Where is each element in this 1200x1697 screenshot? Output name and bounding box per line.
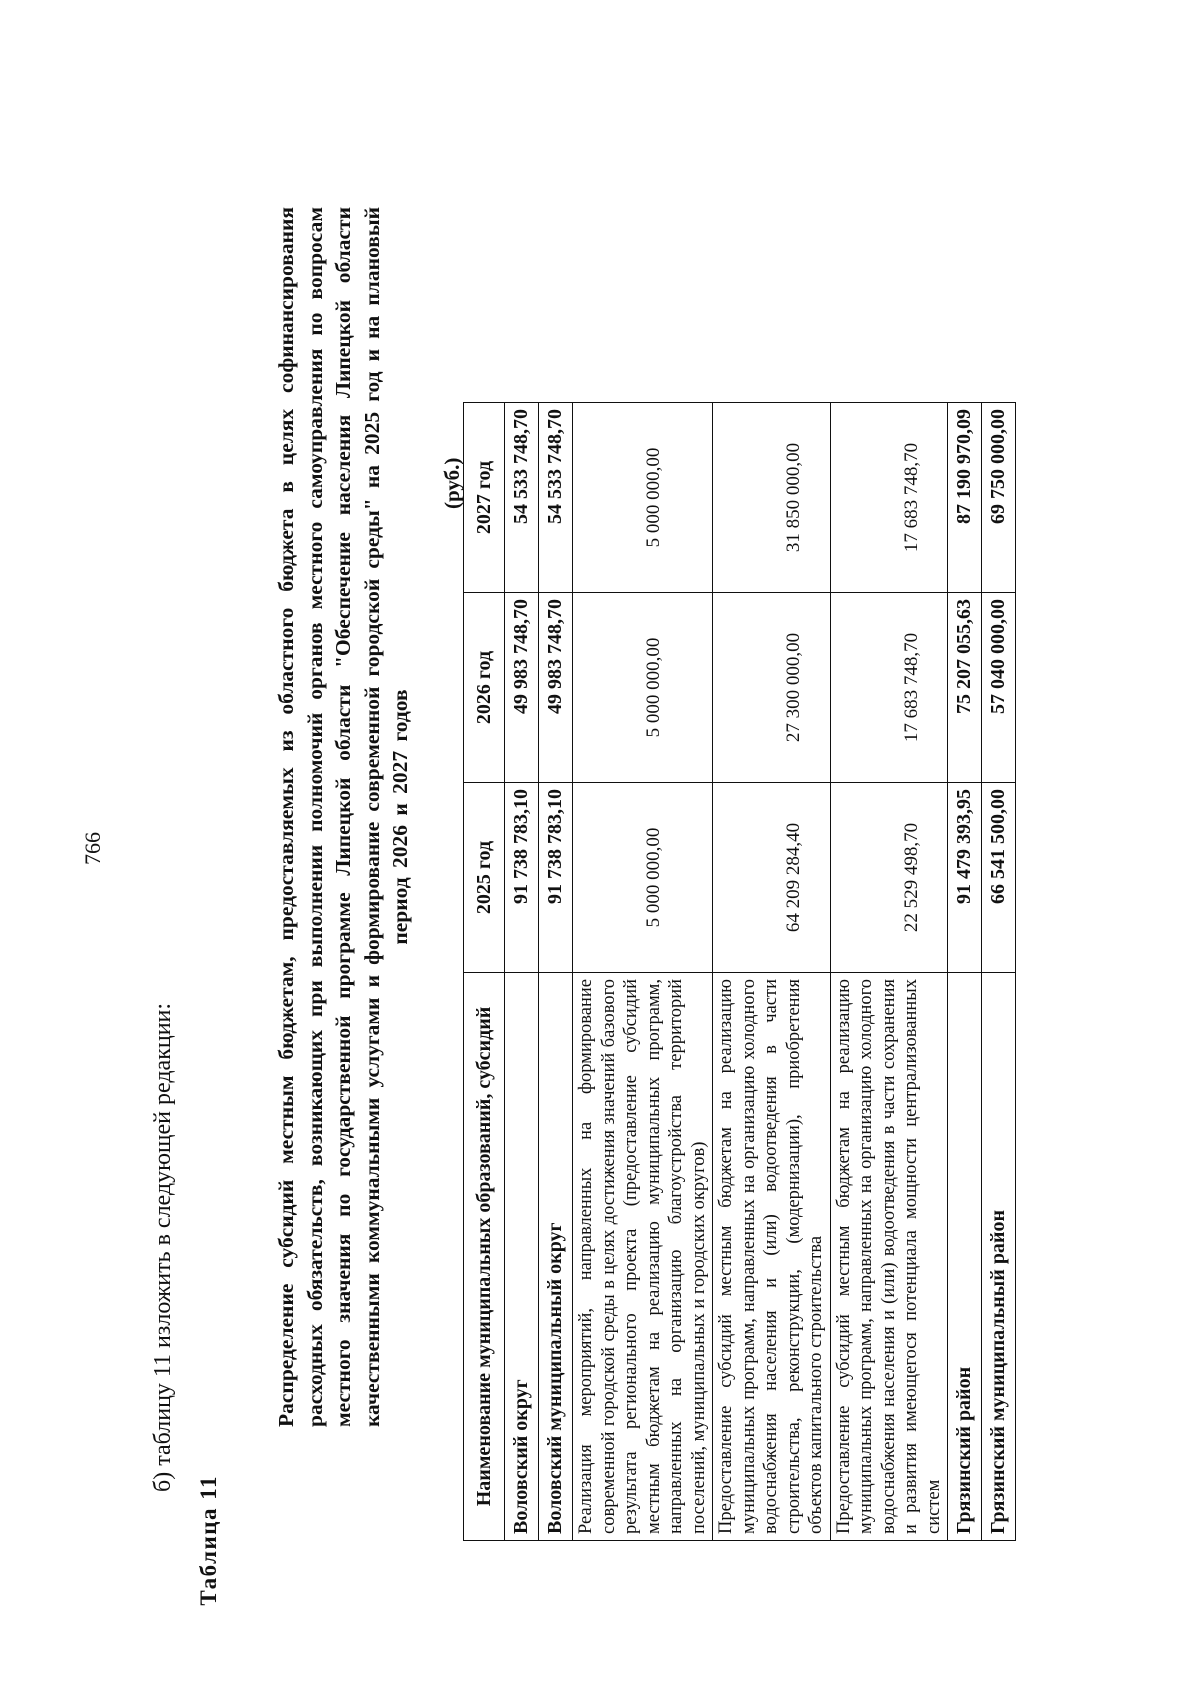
table-row [573, 403, 713, 1541]
value-2027: 69 750 000,00 [982, 403, 1016, 593]
value-2026: 5 000 000,00 [573, 593, 713, 783]
table-heading: Распределение субсидий местным бюджетам, предоставляемых из областного бюджета в целях софинансирования расходных обязательств, возникающих при выполнении полномочий органов местного самоуправления по вопросам местного значения по государственной программе Липецкой области "Обеспечение населения Липецкой области качественными коммунальными услугами и формирование современной городской среды" на 2025 год и на плановый период 2026 и 2027 годов [274, 207, 412, 1427]
table-header-row [464, 403, 505, 1541]
table-row [713, 403, 831, 1541]
table-row [830, 403, 948, 1541]
value-2026: 27 300 000,00 [713, 593, 831, 783]
header-2027: 2027 год [464, 403, 505, 593]
value-2027: 5 000 000,00 [573, 403, 713, 593]
row-name: Грязинский муниципальный район [982, 973, 1016, 1541]
header-name: Наименование муниципальных образований, субсидий [464, 973, 505, 1541]
value-2025: 5 000 000,00 [573, 783, 713, 973]
header-2025: 2025 год [464, 783, 505, 973]
value-2025: 22 529 498,70 [830, 783, 948, 973]
value-2026: 75 207 055,63 [948, 593, 982, 783]
value-2027: 87 190 970,09 [948, 403, 982, 593]
row-name: Воловский округ [505, 973, 539, 1541]
row-name: Грязинский район [948, 973, 982, 1541]
value-2026: 17 683 748,70 [830, 593, 948, 783]
value-2025: 91 479 393,95 [948, 783, 982, 973]
table-row [539, 403, 573, 1541]
value-2026: 49 983 748,70 [539, 593, 573, 783]
value-2025: 64 209 284,40 [713, 783, 831, 973]
table-row [505, 403, 539, 1541]
value-2026: 49 983 748,70 [505, 593, 539, 783]
units-label: (руб.) [440, 457, 464, 509]
row-name: Реализация мероприятий, направленных на формирование современной городской среды в целях достижения значений базового результата регионального проекта (предоставление субсидий местным бюджетам на реализацию муниципальных программ, направленных на организацию благоустройства территорий поселений, муниципальных и городских округов) [573, 973, 713, 1541]
table-row [948, 403, 982, 1541]
subsidy-table-container [463, 402, 1016, 1541]
value-2027: 31 850 000,00 [713, 403, 831, 593]
table-row [982, 403, 1016, 1541]
value-2026: 57 040 000,00 [982, 593, 1016, 783]
row-name: Воловский муниципальный округ [539, 973, 573, 1541]
subsidy-table [463, 402, 1016, 1541]
value-2025: 66 541 500,00 [982, 783, 1016, 973]
value-2025: 91 738 783,10 [505, 783, 539, 973]
value-2027: 17 683 748,70 [830, 403, 948, 593]
value-2027: 54 533 748,70 [539, 403, 573, 593]
page-number: 766 [80, 832, 105, 865]
row-name: Предоставление субсидий местным бюджетам на реализацию муниципальных программ, направленных на организацию холодного водоснабжения населения и (или) водоотведения в части сохранения и развития имеющегося потенциала мощности централизованных систем [830, 973, 948, 1541]
value-2025: 91 738 783,10 [539, 783, 573, 973]
intro-text: б) таблицу 11 изложить в следующей редакции: [150, 1002, 176, 1492]
header-2026: 2026 год [464, 593, 505, 783]
table-label: Таблица 11 [196, 1475, 221, 1606]
row-name: Предоставление субсидий местным бюджетам на реализацию муниципальных программ, направленных на организацию холодного водоснабжения населения и (или) водоотведения в части строительства, реконструкции, (модернизации), приобретения объектов капитального строительства [713, 973, 831, 1541]
value-2027: 54 533 748,70 [505, 403, 539, 593]
